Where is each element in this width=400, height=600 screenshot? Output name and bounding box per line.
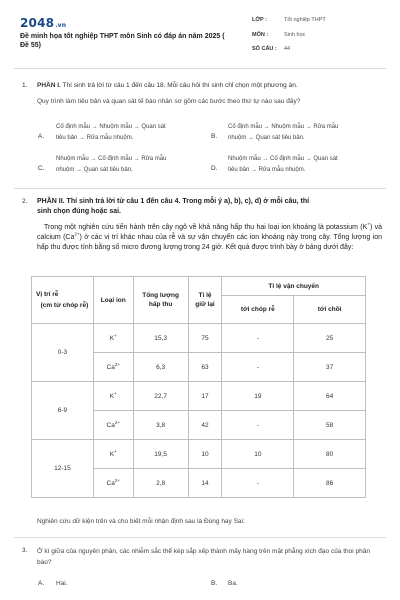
part-2-heading: [37, 197, 382, 217]
ion-cell: [93, 382, 133, 411]
option-b[interactable]: [228, 122, 338, 144]
header-ion: Loại ion: [93, 277, 133, 324]
header-divider: [14, 68, 386, 69]
header-retain-line2: giữ lại: [195, 301, 215, 308]
option-d-line1: Nhuộm mẫu → Cố định mẫu → Quan sát: [228, 156, 338, 162]
question-prompt: Ở kì giữa của nguyên phân, các nhiễm sắc thể kép sắp xếp thành mấy hàng trên mặt phẳng xích đạo của thoi phân bào?: [37, 548, 370, 566]
header-total-line2: hấp thu: [148, 301, 173, 308]
part-2-heading-line1: PHẦN II. Thí sinh trả lời từ câu 1 đến câu 4. Trong mỗi ý a), b), c), d) ở mỗi câu, thí: [37, 198, 310, 205]
part-instruction-text: Thí sinh trả lời từ câu 1 đến câu 18. Mỗi câu hỏi thí sinh chỉ chọn một phương án.: [60, 82, 298, 89]
option-a[interactable]: [56, 122, 166, 144]
study-description: [37, 223, 382, 253]
question-number: 2.: [22, 198, 28, 205]
ion-charge: +: [114, 390, 117, 396]
option-c-line2: nhuộm → Quan sát tiêu bản.: [56, 167, 133, 173]
option-b-letter[interactable]: B.: [211, 580, 218, 587]
header-to-shoot: tới chồi: [294, 296, 366, 324]
ion-cell: [93, 411, 133, 440]
shoot-cell: 37: [294, 353, 366, 382]
tip-cell: -: [222, 411, 294, 440]
option-d-letter[interactable]: D.: [211, 165, 218, 172]
retain-cell: 75: [188, 324, 222, 353]
header-total: [133, 277, 188, 324]
position-cell: 12-15: [32, 440, 94, 498]
ion-absorption-table: [31, 276, 366, 498]
option-b-line2: nhuộm → Quan sát tiêu bản.: [228, 135, 305, 141]
meta-subject-label: MÔN :: [252, 32, 269, 38]
table-row: [32, 324, 366, 353]
ion-symbol: Ca: [106, 479, 115, 487]
option-a-letter[interactable]: A.: [38, 133, 45, 140]
calcium-charge: 2+: [74, 231, 80, 237]
option-b-letter[interactable]: B.: [211, 133, 218, 140]
shoot-cell: 64: [294, 382, 366, 411]
header-position-line1: Vị trí rễ: [36, 291, 59, 298]
question-divider: [14, 537, 386, 538]
position-cell: 6-9: [32, 382, 94, 440]
shoot-cell: 25: [294, 324, 366, 353]
ion-charge: 2+: [114, 419, 120, 425]
part-label: PHẦN I.: [37, 82, 61, 89]
question-number: 3.: [22, 547, 28, 554]
ion-symbol: K: [109, 334, 115, 342]
tip-cell: 10: [222, 440, 294, 469]
total-cell: 3,8: [133, 411, 188, 440]
question-prompt: Quy trình làm tiêu bản và quan sát tế bào nhân sơ gồm các bước theo thứ tự nào sau đây?: [37, 98, 301, 105]
header-total-line1: Tổng lượng: [142, 292, 179, 299]
total-cell: 15,3: [133, 324, 188, 353]
ion-symbol: K: [109, 450, 115, 458]
meta-count-label: SỐ CÂU :: [252, 46, 277, 52]
option-d-line2: tiêu bản → Rửa mẫu nhuộm.: [228, 167, 306, 173]
logo-suffix: .vn: [55, 22, 67, 29]
total-cell: 19,5: [133, 440, 188, 469]
part-2-heading-line2: sinh chọn đúng hoặc sai.: [37, 208, 122, 215]
part-instruction: [37, 82, 382, 89]
study-text-2: ) và calcium (Ca: [37, 224, 383, 241]
option-a-line1: Cố định mẫu → Nhuộm mẫu → Quan sát: [56, 124, 166, 130]
site-logo[interactable]: [20, 16, 66, 30]
option-c-letter[interactable]: C.: [38, 165, 45, 172]
option-b[interactable]: Ba.: [228, 580, 238, 587]
table-row: [32, 382, 366, 411]
ion-symbol: K: [109, 392, 115, 400]
meta-class-label: LỚP :: [252, 17, 267, 23]
question-divider: [14, 188, 386, 189]
study-text-1: Trong một nghiên cứu tiến hành trên cây ngô về khả năng hấp thu hai loại ion khoáng là potassium (K: [43, 224, 368, 231]
total-cell: 2,8: [133, 469, 188, 498]
header-transport: Tỉ lệ vận chuyển: [222, 277, 366, 296]
retain-cell: 10: [188, 440, 222, 469]
position-cell: 0-3: [32, 324, 94, 382]
meta-class-value: Tốt nghiệp THPT: [284, 17, 326, 23]
ion-charge: 2+: [114, 477, 120, 483]
tip-cell: 19: [222, 382, 294, 411]
study-text-3: ) ở các vị trí khác nhau của rễ và sự vận chuyển các ion khoáng này trong cây. Tổng lượng ion hấp thu được tính bằng số micro đương lượng trong 24 giờ. Kết quả được trình bày ở bảng dưới đây:: [37, 234, 382, 251]
meta-subject-value: Sinh học: [284, 32, 306, 38]
table-row: [32, 440, 366, 469]
meta-count-value: 44: [284, 46, 291, 52]
shoot-cell: 58: [294, 411, 366, 440]
shoot-cell: 80: [294, 440, 366, 469]
header-retain-line1: Tỉ lệ: [198, 292, 212, 299]
total-cell: 22,7: [133, 382, 188, 411]
logo-main: 2048: [20, 16, 55, 30]
retain-cell: 42: [188, 411, 222, 440]
shoot-cell: 86: [294, 469, 366, 498]
header-to-tip: tới chóp rễ: [222, 296, 294, 324]
option-a[interactable]: Hai.: [56, 580, 68, 587]
tip-cell: -: [222, 469, 294, 498]
ion-charge: +: [114, 332, 117, 338]
tip-cell: -: [222, 353, 294, 382]
retain-cell: 17: [188, 382, 222, 411]
header-retain: [188, 277, 222, 324]
ion-symbol: Ca: [106, 363, 115, 371]
ion-charge: +: [114, 448, 117, 454]
header-position: [32, 277, 94, 324]
question-number: 1.: [22, 82, 28, 89]
option-d[interactable]: [228, 154, 338, 176]
option-c[interactable]: [56, 154, 166, 176]
study-instruction: Nghiên cứu dữ kiện trên và cho biết mỗi nhận định sau là Đúng hay Sai:: [37, 518, 245, 525]
header-position-line2: (cm từ chóp rễ): [40, 302, 89, 309]
potassium-charge: +: [367, 221, 370, 227]
retain-cell: 14: [188, 469, 222, 498]
ion-cell: [93, 469, 133, 498]
retain-cell: 63: [188, 353, 222, 382]
option-c-line1: Nhuộm mẫu → Cố định mẫu → Rửa mẫu: [56, 156, 167, 162]
ion-cell: [93, 353, 133, 382]
ion-cell: [93, 324, 133, 353]
document-title: Đề minh họa tốt nghiệp THPT môn Sinh có đáp án năm 2025 ( Đề 55): [20, 33, 225, 49]
ion-symbol: Ca: [106, 421, 115, 429]
ion-charge: 2+: [114, 361, 120, 367]
tip-cell: -: [222, 324, 294, 353]
option-b-line1: Cố định mẫu → Nhuộm mẫu → Rửa mẫu: [228, 124, 339, 130]
total-cell: 6,3: [133, 353, 188, 382]
ion-cell: [93, 440, 133, 469]
option-a-letter[interactable]: A.: [38, 580, 45, 587]
option-a-line2: tiêu bản → Rửa mẫu nhuộm.: [56, 135, 134, 141]
